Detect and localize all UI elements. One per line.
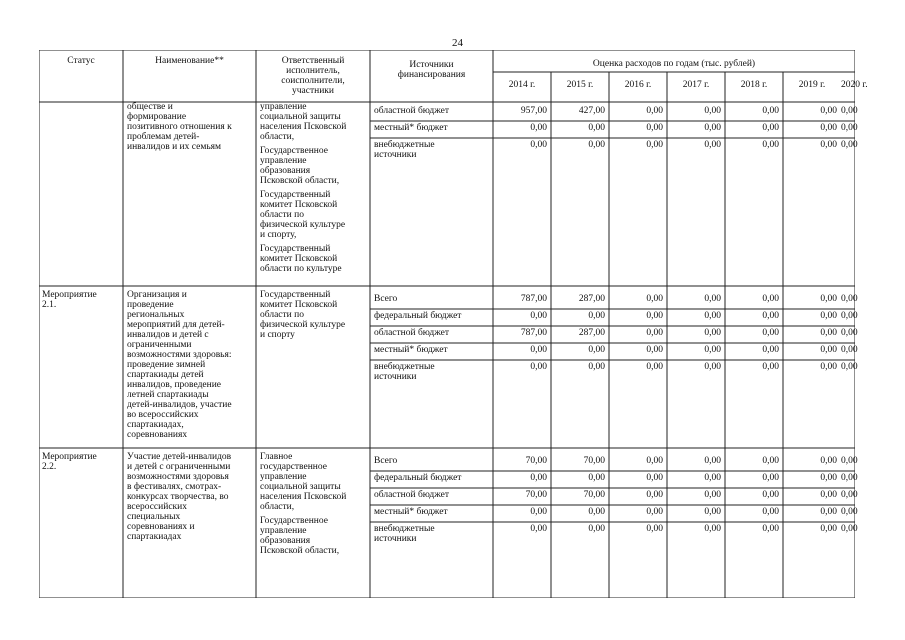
row-name-line: соревнованиях — [127, 430, 188, 440]
expense-value: 0,00 — [646, 524, 663, 534]
row-responsible-line: комитет Псковской — [260, 200, 338, 210]
source-label: местный* бюджет — [374, 507, 448, 517]
row-name-line: Участие детей-инвалидов — [127, 452, 232, 462]
row-responsible-line: населения Псковской — [260, 122, 347, 132]
expense-value: 0,00 — [762, 140, 779, 150]
expense-value: 0,00 — [841, 311, 858, 321]
expense-value: 0,00 — [820, 328, 837, 338]
row-responsible-line: Государственный — [260, 190, 331, 200]
header-year: 2019 г. — [798, 80, 826, 90]
row-name-line: детей-инвалидов, участие — [127, 400, 232, 410]
row-responsible-line: Псковской области, — [260, 176, 340, 186]
row-name-line: возможностями здоровья: — [127, 350, 232, 360]
source-label: источники — [374, 534, 417, 544]
expense-value: 0,00 — [530, 345, 547, 355]
row-responsible-line: физической культуре — [260, 220, 346, 230]
row-name-line: Организация и — [127, 290, 187, 300]
expense-value: 0,00 — [762, 456, 779, 466]
row-name-line: специальных — [127, 512, 181, 522]
header-year: 2017 г. — [682, 80, 710, 90]
expense-value: 0,00 — [841, 456, 858, 466]
expense-value: 0,00 — [530, 473, 547, 483]
expense-value: 0,00 — [762, 473, 779, 483]
row-name-line: инвалидов и их семьям — [127, 142, 222, 152]
source-label: федеральный бюджет — [374, 311, 462, 321]
row-name-line: формирование — [127, 112, 187, 122]
header-responsible-line: исполнитель, — [286, 66, 340, 76]
expense-value: 0,00 — [588, 362, 605, 372]
expense-value: 0,00 — [820, 524, 837, 534]
row-name-line: проблемам детей- — [127, 132, 200, 142]
expense-value: 0,00 — [646, 362, 663, 372]
source-label: внебюджетные — [374, 362, 435, 372]
expense-value: 0,00 — [762, 123, 779, 133]
expense-value: 0,00 — [704, 524, 721, 534]
expense-value: 0,00 — [841, 294, 858, 304]
expense-value: 0,00 — [841, 328, 858, 338]
header-year: 2014 г. — [508, 80, 536, 90]
expense-value: 0,00 — [646, 490, 663, 500]
row-responsible-line: комитет Псковской — [260, 254, 338, 264]
source-label: федеральный бюджет — [374, 473, 462, 483]
expense-value: 0,00 — [762, 362, 779, 372]
expenses-table — [39, 50, 868, 598]
row-name-line: и детей с ограниченными — [127, 462, 231, 472]
header-year: 2020 г. — [841, 80, 868, 90]
row-name-line: во всероссийских — [127, 410, 199, 420]
expense-value: 0,00 — [704, 456, 721, 466]
source-label: внебюджетные — [374, 140, 435, 150]
expense-value: 0,00 — [762, 328, 779, 338]
expense-value: 0,00 — [841, 507, 858, 517]
expense-value: 0,00 — [841, 345, 858, 355]
row-name-line: ограниченными — [127, 340, 192, 350]
expense-value: 0,00 — [530, 524, 547, 534]
row-responsible-line: и спорту, — [260, 230, 297, 240]
expense-value: 0,00 — [762, 311, 779, 321]
expense-value: 0,00 — [530, 362, 547, 372]
expense-value: 0,00 — [646, 311, 663, 321]
expense-value: 0,00 — [704, 507, 721, 517]
row-responsible-line: Государственное — [260, 516, 328, 526]
expense-value: 70,00 — [525, 456, 547, 466]
expense-value: 0,00 — [646, 507, 663, 517]
expense-value: 0,00 — [820, 140, 837, 150]
row-name-line: соревнованиях и — [127, 522, 195, 532]
row-name-line: спартакиадах — [127, 532, 182, 542]
expense-value: 0,00 — [646, 345, 663, 355]
expense-value: 0,00 — [646, 328, 663, 338]
expense-value: 0,00 — [841, 123, 858, 133]
row-name-line: конкурсах творчества, во — [127, 492, 229, 502]
header-expenses: Оценка расходов по годам (тыс. рублей) — [592, 59, 756, 69]
row-status: Мероприятие — [42, 452, 97, 462]
expense-value: 70,00 — [583, 490, 605, 500]
row-name-line: инвалидов и детей с — [127, 330, 209, 340]
row-name-line: в фестивалях, смотрах- — [127, 482, 222, 492]
source-label: местный* бюджет — [374, 123, 448, 133]
expense-value: 0,00 — [646, 106, 663, 116]
row-responsible-line: и спорту — [260, 330, 295, 340]
expense-value: 0,00 — [820, 362, 837, 372]
source-label: источники — [374, 372, 417, 382]
row-name-line: спартакиады детей — [127, 370, 204, 380]
row-responsible-line: образования — [260, 536, 311, 546]
header-responsible-line: соисполнители, — [281, 76, 345, 86]
expense-value: 0,00 — [646, 456, 663, 466]
row-responsible-line: физической культуре — [260, 320, 346, 330]
row-name-line: обществе и — [127, 102, 173, 112]
header-year: 2018 г. — [740, 80, 768, 90]
expense-value: 0,00 — [820, 123, 837, 133]
row-responsible-line: социальной защиты — [260, 482, 341, 492]
row-responsible-line: области по — [260, 310, 304, 320]
source-label: источники — [374, 150, 417, 160]
expense-value: 0,00 — [704, 328, 721, 338]
row-name-line: региональных — [127, 310, 185, 320]
expense-value: 0,00 — [820, 311, 837, 321]
source-label: областной бюджет — [374, 328, 450, 338]
source-label: областной бюджет — [374, 106, 450, 116]
expense-value: 0,00 — [588, 140, 605, 150]
expense-value: 70,00 — [525, 490, 547, 500]
expense-value: 0,00 — [762, 507, 779, 517]
row-responsible-line: Псковской области, — [260, 546, 340, 556]
header-year: 2016 г. — [624, 80, 652, 90]
expense-value: 0,00 — [841, 362, 858, 372]
expense-value: 0,00 — [820, 490, 837, 500]
row-name-line: возможностями здоровья — [127, 472, 229, 482]
row-responsible-line: Государственный — [260, 290, 331, 300]
expense-value: 0,00 — [820, 456, 837, 466]
row-responsible-line: Главное — [260, 452, 293, 462]
expense-value: 0,00 — [762, 490, 779, 500]
header-year: 2015 г. — [566, 80, 594, 90]
expense-value: 0,00 — [588, 311, 605, 321]
row-name-line: инвалидов, проведение — [127, 380, 222, 390]
row-responsible-line: комитет Псковской — [260, 300, 338, 310]
expense-value: 0,00 — [762, 294, 779, 304]
source-label: местный* бюджет — [374, 345, 448, 355]
expense-value: 0,00 — [588, 473, 605, 483]
expense-value: 0,00 — [820, 473, 837, 483]
source-label: Всего — [374, 456, 398, 466]
row-responsible-line: области, — [260, 502, 295, 512]
row-responsible-line: государственное — [260, 462, 327, 472]
row-responsible-line: области по культуре — [260, 264, 342, 274]
row-name-line: проведение зимней — [127, 360, 206, 370]
expense-value: 0,00 — [820, 507, 837, 517]
expense-value: 0,00 — [588, 345, 605, 355]
expense-value: 0,00 — [762, 524, 779, 534]
header-name: Наименование** — [155, 56, 224, 66]
row-responsible-line: управление — [260, 472, 307, 482]
row-responsible-line: Государственный — [260, 244, 331, 254]
expense-value: 0,00 — [820, 106, 837, 116]
source-label: Всего — [374, 294, 398, 304]
expense-value: 0,00 — [704, 140, 721, 150]
expense-value: 787,00 — [520, 294, 547, 304]
expense-value: 0,00 — [820, 294, 837, 304]
expense-value: 0,00 — [588, 507, 605, 517]
row-responsible-line: образования — [260, 166, 311, 176]
source-label: областной бюджет — [374, 490, 450, 500]
expense-value: 70,00 — [583, 456, 605, 466]
page-number: 24 — [452, 37, 463, 49]
row-responsible-line: управление — [260, 102, 307, 112]
row-responsible-line: социальной защиты — [260, 112, 341, 122]
expense-value: 287,00 — [578, 294, 605, 304]
expense-value: 0,00 — [704, 473, 721, 483]
expense-value: 0,00 — [530, 507, 547, 517]
row-name-line: спартакиадах, — [127, 420, 184, 430]
row-responsible-line: населения Псковской — [260, 492, 347, 502]
row-responsible-line: Государственное — [260, 146, 328, 156]
row-name-line: всероссийских — [127, 502, 187, 512]
header-responsible-line: Ответственный — [281, 56, 345, 66]
expense-value: 427,00 — [578, 106, 605, 116]
expense-value: 0,00 — [588, 524, 605, 534]
row-responsible-line: области по — [260, 210, 304, 220]
row-responsible-line: управление — [260, 156, 307, 166]
row-name-line: проведение — [127, 300, 174, 310]
expense-value: 0,00 — [588, 123, 605, 133]
expense-value: 0,00 — [704, 106, 721, 116]
expense-value: 0,00 — [841, 473, 858, 483]
expense-value: 0,00 — [762, 106, 779, 116]
expense-value: 0,00 — [704, 294, 721, 304]
expense-value: 0,00 — [762, 345, 779, 355]
row-responsible-line: управление — [260, 526, 307, 536]
expense-value: 0,00 — [646, 294, 663, 304]
expense-value: 0,00 — [704, 345, 721, 355]
row-status: 2.1. — [42, 300, 57, 310]
expense-value: 0,00 — [530, 311, 547, 321]
header-status: Статус — [67, 56, 95, 66]
row-name-line: позитивного отношения к — [127, 122, 232, 132]
header-responsible-line: участники — [292, 86, 334, 96]
expense-value: 0,00 — [704, 362, 721, 372]
source-label: внебюджетные — [374, 524, 435, 534]
row-name-line: летней спартакиады — [127, 390, 209, 400]
expense-value: 0,00 — [646, 140, 663, 150]
header-sources-line: Источники — [409, 60, 454, 70]
expense-value: 0,00 — [646, 473, 663, 483]
expense-value: 0,00 — [841, 524, 858, 534]
expense-value: 0,00 — [704, 490, 721, 500]
expense-value: 0,00 — [704, 123, 721, 133]
row-status: Мероприятие — [42, 290, 97, 300]
expense-value: 287,00 — [578, 328, 605, 338]
row-status: 2.2. — [42, 462, 57, 472]
expense-value: 957,00 — [520, 106, 547, 116]
expense-value: 0,00 — [530, 140, 547, 150]
row-responsible-line: области, — [260, 132, 295, 142]
expense-value: 0,00 — [841, 140, 858, 150]
expense-value: 0,00 — [841, 490, 858, 500]
row-name-line: мероприятий для детей- — [127, 320, 225, 330]
header-sources-line: финансирования — [397, 70, 466, 80]
expense-value: 0,00 — [530, 123, 547, 133]
expense-value: 0,00 — [646, 123, 663, 133]
expense-value: 0,00 — [820, 345, 837, 355]
expense-value: 0,00 — [841, 106, 858, 116]
expense-value: 0,00 — [704, 311, 721, 321]
expense-value: 787,00 — [520, 328, 547, 338]
